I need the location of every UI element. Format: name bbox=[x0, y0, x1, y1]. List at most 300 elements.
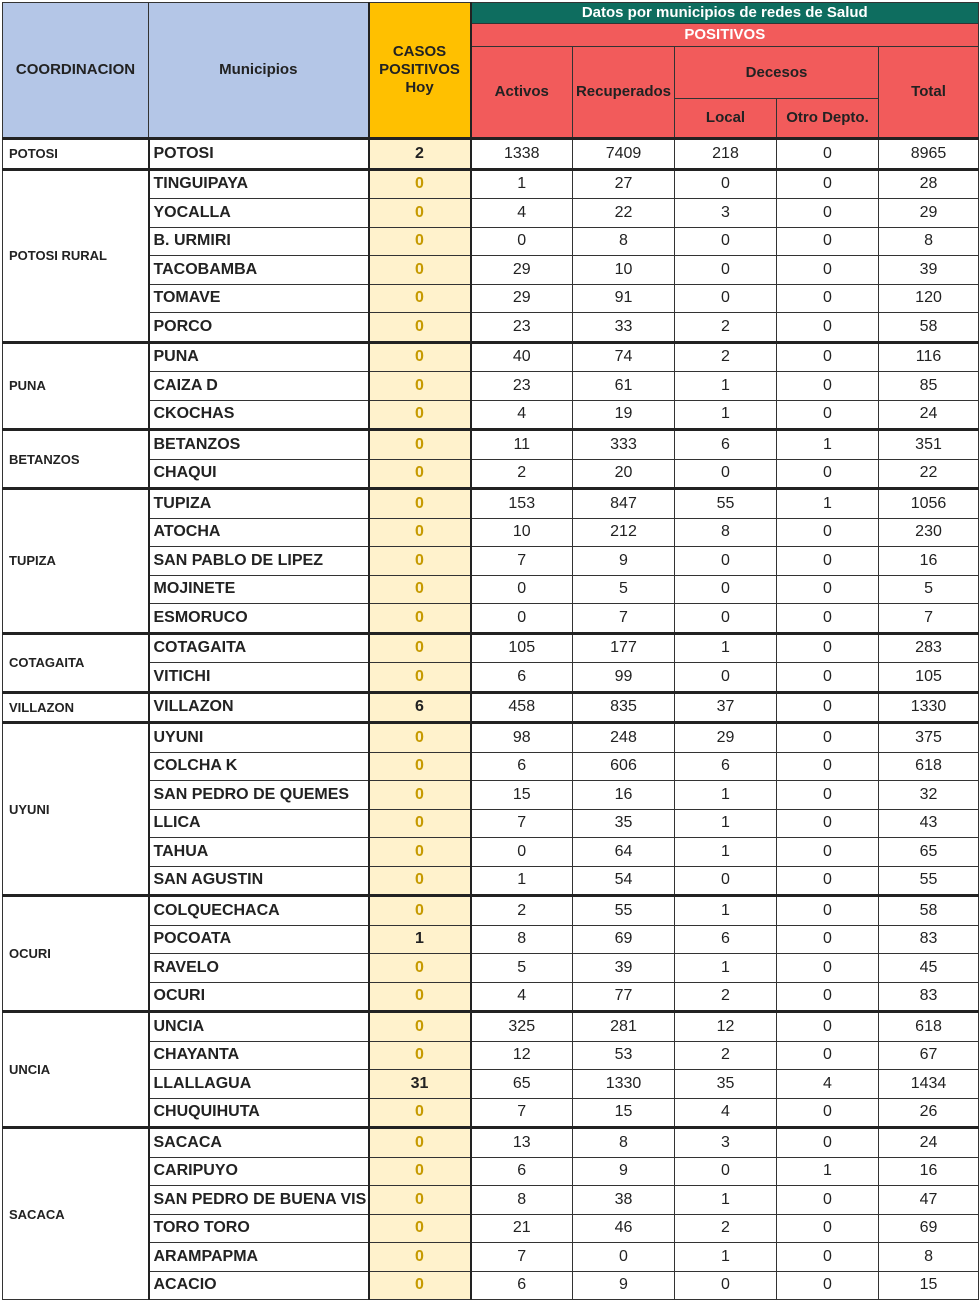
decesos-otro-cell: 0 bbox=[777, 518, 879, 547]
casos-hoy-cell: 0 bbox=[369, 1186, 471, 1215]
municipio-cell: POTOSI bbox=[149, 139, 369, 170]
coordinacion-header: COORDINACION bbox=[3, 3, 149, 139]
decesos-otro-cell: 0 bbox=[777, 663, 879, 693]
recuperados-cell: 835 bbox=[573, 692, 675, 723]
casos-hoy-cell: 0 bbox=[369, 1271, 471, 1300]
decesos-otro-cell: 0 bbox=[777, 604, 879, 634]
activos-cell: 6 bbox=[471, 1271, 573, 1300]
municipio-cell: TOMAVE bbox=[149, 284, 369, 313]
decesos-local-cell: 4 bbox=[675, 1098, 777, 1128]
municipio-cell: CHAQUI bbox=[149, 459, 369, 489]
decesos-otro-cell: 0 bbox=[777, 227, 879, 256]
activos-cell: 13 bbox=[471, 1128, 573, 1158]
total-cell: 29 bbox=[879, 199, 979, 228]
activos-cell: 23 bbox=[471, 372, 573, 401]
decesos-otro-cell: 0 bbox=[777, 199, 879, 228]
total-cell: 230 bbox=[879, 518, 979, 547]
decesos-otro-cell: 0 bbox=[777, 575, 879, 604]
recuperados-cell: 46 bbox=[573, 1214, 675, 1243]
table-row bbox=[3, 752, 979, 781]
decesos-otro-cell: 1 bbox=[777, 430, 879, 460]
decesos-local-cell: 35 bbox=[675, 1070, 777, 1099]
total-cell: 283 bbox=[879, 633, 979, 663]
municipio-cell: SAN AGUSTIN bbox=[149, 866, 369, 896]
casos-hoy-cell: 0 bbox=[369, 1012, 471, 1042]
casos-hoy-cell: 0 bbox=[369, 313, 471, 343]
decesos-otro-cell: 0 bbox=[777, 1243, 879, 1272]
table-row bbox=[3, 809, 979, 838]
decesos-otro-cell: 0 bbox=[777, 838, 879, 867]
coordinacion-cell: PUNA bbox=[3, 342, 149, 430]
table-row bbox=[3, 575, 979, 604]
decesos-local-cell: 0 bbox=[675, 169, 777, 199]
decesos-otro-cell: 0 bbox=[777, 139, 879, 170]
municipio-cell: TAHUA bbox=[149, 838, 369, 867]
casos-hoy-cell: 0 bbox=[369, 604, 471, 634]
recuperados-header: Recuperados bbox=[573, 47, 675, 139]
total-cell: 8 bbox=[879, 1243, 979, 1272]
decesos-otro-cell: 1 bbox=[777, 489, 879, 519]
activos-cell: 2 bbox=[471, 896, 573, 926]
municipio-cell: COTAGAITA bbox=[149, 633, 369, 663]
municipio-cell: ACACIO bbox=[149, 1271, 369, 1300]
decesos-otro-cell: 0 bbox=[777, 1186, 879, 1215]
decesos-local-cell: 0 bbox=[675, 604, 777, 634]
activos-cell: 98 bbox=[471, 723, 573, 753]
table-row bbox=[3, 692, 979, 723]
table-row bbox=[3, 866, 979, 896]
activos-cell: 11 bbox=[471, 430, 573, 460]
decesos-local-cell: 0 bbox=[675, 1271, 777, 1300]
table-row bbox=[3, 400, 979, 430]
casos-hoy-cell: 0 bbox=[369, 227, 471, 256]
table-row bbox=[3, 256, 979, 285]
recuperados-cell: 5 bbox=[573, 575, 675, 604]
recuperados-cell: 55 bbox=[573, 896, 675, 926]
table-row bbox=[3, 1243, 979, 1272]
municipio-cell: CHUQUIHUTA bbox=[149, 1098, 369, 1128]
decesos-local-cell: 1 bbox=[675, 954, 777, 983]
decesos-local-cell: 1 bbox=[675, 781, 777, 810]
table-row bbox=[3, 604, 979, 634]
total-cell: 1330 bbox=[879, 692, 979, 723]
recuperados-cell: 212 bbox=[573, 518, 675, 547]
total-cell: 26 bbox=[879, 1098, 979, 1128]
decesos-local-cell: 2 bbox=[675, 1214, 777, 1243]
table-row bbox=[3, 227, 979, 256]
decesos-local-cell: 3 bbox=[675, 1128, 777, 1158]
decesos-local-cell: 0 bbox=[675, 575, 777, 604]
table-row bbox=[3, 781, 979, 810]
table-row bbox=[3, 1157, 979, 1186]
decesos-otro-cell: 0 bbox=[777, 954, 879, 983]
municipio-cell: SAN PABLO DE LIPEZ bbox=[149, 547, 369, 576]
activos-cell: 153 bbox=[471, 489, 573, 519]
recuperados-cell: 27 bbox=[573, 169, 675, 199]
recuperados-cell: 248 bbox=[573, 723, 675, 753]
activos-cell: 29 bbox=[471, 256, 573, 285]
decesos-otro-cell: 4 bbox=[777, 1070, 879, 1099]
municipio-cell: YOCALLA bbox=[149, 199, 369, 228]
coordinacion-cell: TUPIZA bbox=[3, 489, 149, 634]
municipio-cell: TACOBAMBA bbox=[149, 256, 369, 285]
decesos-otro-cell: 0 bbox=[777, 1012, 879, 1042]
casos-hoy-cell: 1 bbox=[369, 925, 471, 954]
casos-hoy-cell: 0 bbox=[369, 342, 471, 372]
decesos-local-cell: 1 bbox=[675, 809, 777, 838]
decesos-local-cell: 1 bbox=[675, 372, 777, 401]
recuperados-cell: 15 bbox=[573, 1098, 675, 1128]
total-cell: 58 bbox=[879, 896, 979, 926]
table-row bbox=[3, 723, 979, 753]
total-cell: 618 bbox=[879, 1012, 979, 1042]
table-row bbox=[3, 1041, 979, 1070]
activos-cell: 29 bbox=[471, 284, 573, 313]
casos-hoy-cell: 0 bbox=[369, 982, 471, 1012]
casos-hoy-cell: 0 bbox=[369, 723, 471, 753]
activos-cell: 7 bbox=[471, 1243, 573, 1272]
casos-hoy-cell: 0 bbox=[369, 1041, 471, 1070]
recuperados-cell: 20 bbox=[573, 459, 675, 489]
total-cell: 618 bbox=[879, 752, 979, 781]
casos-hoy-cell: 0 bbox=[369, 372, 471, 401]
activos-cell: 7 bbox=[471, 1098, 573, 1128]
decesos-local-cell: 6 bbox=[675, 752, 777, 781]
coordinacion-cell: VILLAZON bbox=[3, 692, 149, 723]
municipios-header: Municipios bbox=[149, 3, 369, 139]
activos-cell: 40 bbox=[471, 342, 573, 372]
table-row bbox=[3, 1070, 979, 1099]
table-row bbox=[3, 838, 979, 867]
casos-hoy-cell: 0 bbox=[369, 199, 471, 228]
casos-hoy-cell: 0 bbox=[369, 809, 471, 838]
recuperados-cell: 35 bbox=[573, 809, 675, 838]
recuperados-cell: 333 bbox=[573, 430, 675, 460]
recuperados-cell: 1330 bbox=[573, 1070, 675, 1099]
casos-hoy-cell: 0 bbox=[369, 547, 471, 576]
decesos-otro-cell: 0 bbox=[777, 547, 879, 576]
decesos-otro-cell: 0 bbox=[777, 342, 879, 372]
casos-hoy-header: CASOS POSITIVOS Hoy bbox=[369, 3, 471, 139]
total-cell: 55 bbox=[879, 866, 979, 896]
recuperados-cell: 8 bbox=[573, 1128, 675, 1158]
activos-cell: 1 bbox=[471, 866, 573, 896]
municipio-cell: TINGUIPAYA bbox=[149, 169, 369, 199]
decesos-otro-cell: 0 bbox=[777, 809, 879, 838]
otro-depto-header: Otro Depto. bbox=[777, 99, 879, 139]
recuperados-cell: 8 bbox=[573, 227, 675, 256]
recuperados-cell: 74 bbox=[573, 342, 675, 372]
activos-cell: 5 bbox=[471, 954, 573, 983]
recuperados-cell: 9 bbox=[573, 547, 675, 576]
casos-hoy-cell: 0 bbox=[369, 954, 471, 983]
recuperados-cell: 7409 bbox=[573, 139, 675, 170]
activos-cell: 0 bbox=[471, 227, 573, 256]
activos-cell: 0 bbox=[471, 575, 573, 604]
decesos-local-cell: 1 bbox=[675, 1243, 777, 1272]
table-row bbox=[3, 459, 979, 489]
decesos-otro-cell: 0 bbox=[777, 1041, 879, 1070]
total-cell: 83 bbox=[879, 982, 979, 1012]
coordinacion-cell: COTAGAITA bbox=[3, 633, 149, 692]
municipio-cell: TORO TORO bbox=[149, 1214, 369, 1243]
table-body bbox=[3, 139, 979, 1300]
total-cell: 5 bbox=[879, 575, 979, 604]
decesos-otro-cell: 0 bbox=[777, 925, 879, 954]
decesos-local-cell: 0 bbox=[675, 256, 777, 285]
table-title: Datos por municipios de redes de Salud bbox=[471, 3, 979, 24]
casos-hoy-cell: 0 bbox=[369, 1243, 471, 1272]
activos-cell: 105 bbox=[471, 633, 573, 663]
coordinacion-cell: POTOSI bbox=[3, 139, 149, 170]
decesos-local-cell: 2 bbox=[675, 313, 777, 343]
municipio-cell: POCOATA bbox=[149, 925, 369, 954]
decesos-local-cell: 1 bbox=[675, 400, 777, 430]
municipio-cell: COLCHA K bbox=[149, 752, 369, 781]
total-cell: 32 bbox=[879, 781, 979, 810]
recuperados-cell: 9 bbox=[573, 1271, 675, 1300]
casos-hoy-cell: 0 bbox=[369, 459, 471, 489]
recuperados-cell: 606 bbox=[573, 752, 675, 781]
recuperados-cell: 77 bbox=[573, 982, 675, 1012]
recuperados-cell: 91 bbox=[573, 284, 675, 313]
decesos-otro-cell: 0 bbox=[777, 752, 879, 781]
recuperados-cell: 39 bbox=[573, 954, 675, 983]
decesos-local-cell: 12 bbox=[675, 1012, 777, 1042]
total-cell: 1056 bbox=[879, 489, 979, 519]
casos-hoy-cell: 0 bbox=[369, 284, 471, 313]
recuperados-cell: 69 bbox=[573, 925, 675, 954]
total-cell: 22 bbox=[879, 459, 979, 489]
activos-cell: 7 bbox=[471, 547, 573, 576]
municipio-cell: ESMORUCO bbox=[149, 604, 369, 634]
total-cell: 7 bbox=[879, 604, 979, 634]
table-row bbox=[3, 518, 979, 547]
casos-hoy-cell: 2 bbox=[369, 139, 471, 170]
casos-hoy-cell: 0 bbox=[369, 1214, 471, 1243]
activos-cell: 4 bbox=[471, 400, 573, 430]
activos-cell: 2 bbox=[471, 459, 573, 489]
casos-hoy-cell: 0 bbox=[369, 400, 471, 430]
municipio-cell: SACACA bbox=[149, 1128, 369, 1158]
municipio-cell: RAVELO bbox=[149, 954, 369, 983]
casos-hoy-cell: 0 bbox=[369, 781, 471, 810]
activos-cell: 12 bbox=[471, 1041, 573, 1070]
total-cell: 45 bbox=[879, 954, 979, 983]
activos-header: Activos bbox=[471, 47, 573, 139]
casos-hoy-cell: 0 bbox=[369, 1128, 471, 1158]
decesos-local-cell: 0 bbox=[675, 227, 777, 256]
total-cell: 8 bbox=[879, 227, 979, 256]
table-row bbox=[3, 896, 979, 926]
casos-hoy-cell: 0 bbox=[369, 1157, 471, 1186]
recuperados-cell: 7 bbox=[573, 604, 675, 634]
decesos-local-cell: 0 bbox=[675, 547, 777, 576]
coordinacion-cell: UYUNI bbox=[3, 723, 149, 896]
total-cell: 105 bbox=[879, 663, 979, 693]
decesos-otro-cell: 0 bbox=[777, 284, 879, 313]
coordinacion-cell: POTOSI RURAL bbox=[3, 169, 149, 342]
table-row bbox=[3, 925, 979, 954]
decesos-otro-cell: 0 bbox=[777, 372, 879, 401]
decesos-local-cell: 0 bbox=[675, 663, 777, 693]
recuperados-cell: 177 bbox=[573, 633, 675, 663]
table-row bbox=[3, 1214, 979, 1243]
casos-hoy-cell: 0 bbox=[369, 575, 471, 604]
recuperados-cell: 99 bbox=[573, 663, 675, 693]
casos-hoy-cell: 0 bbox=[369, 896, 471, 926]
casos-hoy-cell: 6 bbox=[369, 692, 471, 723]
decesos-otro-cell: 0 bbox=[777, 400, 879, 430]
table-row bbox=[3, 430, 979, 460]
table-row bbox=[3, 199, 979, 228]
municipio-cell: PORCO bbox=[149, 313, 369, 343]
municipio-cell: CHAYANTA bbox=[149, 1041, 369, 1070]
decesos-local-cell: 3 bbox=[675, 199, 777, 228]
decesos-otro-cell: 0 bbox=[777, 1214, 879, 1243]
total-cell: 43 bbox=[879, 809, 979, 838]
municipio-cell: UNCIA bbox=[149, 1012, 369, 1042]
casos-hoy-cell: 0 bbox=[369, 752, 471, 781]
total-cell: 69 bbox=[879, 1214, 979, 1243]
activos-cell: 6 bbox=[471, 752, 573, 781]
activos-cell: 23 bbox=[471, 313, 573, 343]
activos-cell: 8 bbox=[471, 925, 573, 954]
total-cell: 16 bbox=[879, 1157, 979, 1186]
municipio-cell: LLALLAGUA bbox=[149, 1070, 369, 1099]
activos-cell: 15 bbox=[471, 781, 573, 810]
decesos-local-cell: 0 bbox=[675, 866, 777, 896]
table-row bbox=[3, 633, 979, 663]
table-row bbox=[3, 1186, 979, 1215]
total-cell: 65 bbox=[879, 838, 979, 867]
total-cell: 24 bbox=[879, 400, 979, 430]
decesos-local-cell: 2 bbox=[675, 1041, 777, 1070]
municipio-cell: LLICA bbox=[149, 809, 369, 838]
total-cell: 24 bbox=[879, 1128, 979, 1158]
municipio-cell: CARIPUYO bbox=[149, 1157, 369, 1186]
table-row bbox=[3, 1128, 979, 1158]
total-cell: 85 bbox=[879, 372, 979, 401]
total-cell: 375 bbox=[879, 723, 979, 753]
recuperados-cell: 33 bbox=[573, 313, 675, 343]
total-cell: 28 bbox=[879, 169, 979, 199]
municipio-cell: B. URMIRI bbox=[149, 227, 369, 256]
municipio-cell: VILLAZON bbox=[149, 692, 369, 723]
decesos-header: Decesos bbox=[675, 47, 879, 99]
table-row bbox=[3, 547, 979, 576]
recuperados-cell: 38 bbox=[573, 1186, 675, 1215]
table-row bbox=[3, 663, 979, 693]
casos-hoy-cell: 0 bbox=[369, 838, 471, 867]
table-row bbox=[3, 342, 979, 372]
decesos-otro-cell: 0 bbox=[777, 692, 879, 723]
casos-hoy-cell: 0 bbox=[369, 1098, 471, 1128]
municipio-cell: BETANZOS bbox=[149, 430, 369, 460]
coordinacion-cell: OCURI bbox=[3, 896, 149, 1012]
decesos-local-cell: 6 bbox=[675, 430, 777, 460]
municipal-covid-table bbox=[2, 2, 979, 1300]
decesos-local-cell: 1 bbox=[675, 1186, 777, 1215]
table-header bbox=[3, 3, 979, 139]
municipio-cell: ARAMPAPMA bbox=[149, 1243, 369, 1272]
activos-cell: 1338 bbox=[471, 139, 573, 170]
recuperados-cell: 847 bbox=[573, 489, 675, 519]
decesos-local-cell: 218 bbox=[675, 139, 777, 170]
activos-cell: 10 bbox=[471, 518, 573, 547]
activos-cell: 4 bbox=[471, 982, 573, 1012]
casos-hoy-cell: 0 bbox=[369, 866, 471, 896]
casos-hoy-cell: 31 bbox=[369, 1070, 471, 1099]
decesos-local-cell: 0 bbox=[675, 459, 777, 489]
decesos-local-cell: 1 bbox=[675, 896, 777, 926]
recuperados-cell: 10 bbox=[573, 256, 675, 285]
coordinacion-cell: UNCIA bbox=[3, 1012, 149, 1128]
activos-cell: 65 bbox=[471, 1070, 573, 1099]
decesos-otro-cell: 0 bbox=[777, 1098, 879, 1128]
casos-hoy-cell: 0 bbox=[369, 663, 471, 693]
decesos-local-cell: 0 bbox=[675, 1157, 777, 1186]
casos-hoy-cell: 0 bbox=[369, 518, 471, 547]
casos-hoy-cell: 0 bbox=[369, 430, 471, 460]
decesos-local-cell: 2 bbox=[675, 982, 777, 1012]
total-header: Total bbox=[879, 47, 979, 139]
activos-cell: 4 bbox=[471, 199, 573, 228]
activos-cell: 0 bbox=[471, 604, 573, 634]
table-row bbox=[3, 313, 979, 343]
decesos-otro-cell: 0 bbox=[777, 169, 879, 199]
table-row bbox=[3, 954, 979, 983]
total-cell: 116 bbox=[879, 342, 979, 372]
municipio-cell: ATOCHA bbox=[149, 518, 369, 547]
decesos-otro-cell: 0 bbox=[777, 982, 879, 1012]
table-row bbox=[3, 1012, 979, 1042]
decesos-otro-cell: 0 bbox=[777, 1128, 879, 1158]
decesos-local-cell: 55 bbox=[675, 489, 777, 519]
decesos-otro-cell: 0 bbox=[777, 313, 879, 343]
decesos-otro-cell: 0 bbox=[777, 256, 879, 285]
table-row bbox=[3, 372, 979, 401]
decesos-otro-cell: 0 bbox=[777, 459, 879, 489]
total-cell: 58 bbox=[879, 313, 979, 343]
municipio-cell: SAN PEDRO DE QUEMES bbox=[149, 781, 369, 810]
recuperados-cell: 16 bbox=[573, 781, 675, 810]
municipio-cell: UYUNI bbox=[149, 723, 369, 753]
decesos-otro-cell: 1 bbox=[777, 1157, 879, 1186]
municipio-cell: CAIZA D bbox=[149, 372, 369, 401]
table-row bbox=[3, 1271, 979, 1300]
table-row bbox=[3, 489, 979, 519]
total-cell: 8965 bbox=[879, 139, 979, 170]
table-row bbox=[3, 1098, 979, 1128]
municipio-cell: VITICHI bbox=[149, 663, 369, 693]
decesos-otro-cell: 0 bbox=[777, 1271, 879, 1300]
decesos-otro-cell: 0 bbox=[777, 896, 879, 926]
casos-hoy-cell: 0 bbox=[369, 633, 471, 663]
activos-cell: 8 bbox=[471, 1186, 573, 1215]
recuperados-cell: 0 bbox=[573, 1243, 675, 1272]
activos-cell: 6 bbox=[471, 663, 573, 693]
municipio-cell: OCURI bbox=[149, 982, 369, 1012]
total-cell: 16 bbox=[879, 547, 979, 576]
coordinacion-cell: SACACA bbox=[3, 1128, 149, 1300]
municipio-cell: SAN PEDRO DE BUENA VIS bbox=[149, 1186, 369, 1215]
casos-hoy-cell: 0 bbox=[369, 489, 471, 519]
decesos-local-cell: 29 bbox=[675, 723, 777, 753]
decesos-local-cell: 6 bbox=[675, 925, 777, 954]
positivos-header: POSITIVOS bbox=[471, 24, 979, 47]
total-cell: 351 bbox=[879, 430, 979, 460]
